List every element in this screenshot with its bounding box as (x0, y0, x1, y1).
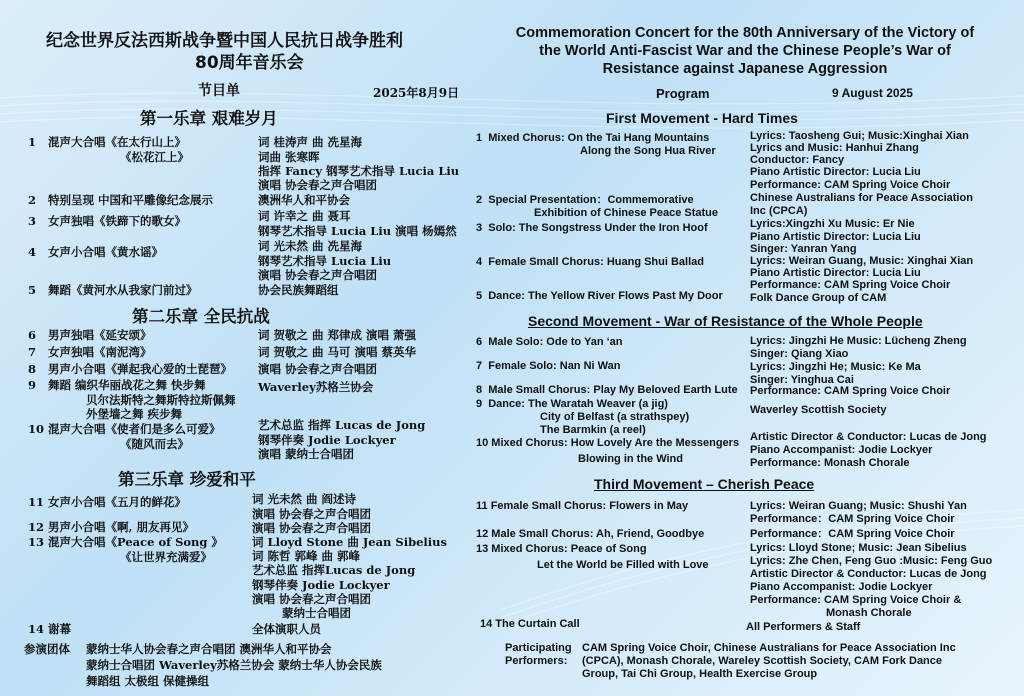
en-credit: Performance: CAM Spring Voice Choir & (750, 594, 962, 606)
en-credit: Conductor: Fancy (750, 154, 845, 166)
zh-item-8: 8 男声小合唱《弹起我心爱的土琵琶》 (28, 362, 233, 376)
en-movement-1: First Movement - Hard Times (606, 110, 798, 126)
zh-credit: 词 许幸之 曲 聂耳 (258, 209, 351, 223)
en-item-8: 8 Male Small Chorus: Play My Beloved Earth Lute (476, 384, 738, 396)
en-credit: Waverley Scottish Society (750, 404, 887, 416)
en-item-10b: Blowing in the Wind (578, 453, 683, 465)
en-date: 9 August 2025 (832, 86, 913, 100)
zh-credit: 指挥 Fancy 钢琴艺术指导 Lucia Liu (258, 164, 460, 178)
en-item-1: 1 Mixed Chorus: On the Tai Hang Mountains (476, 132, 710, 144)
en-credit: Lyrics and Music: Hanhui Zhang (750, 142, 919, 154)
zh-credit: 协会民族舞蹈组 (258, 283, 339, 297)
zh-credit: 词 陈哲 郭峰 曲 郭峰 (252, 549, 361, 563)
zh-credit: 蒙纳士合唱团 (282, 606, 351, 620)
zh-movement-3: 第三乐章 珍爱和平 (118, 470, 256, 489)
en-item-2: 2 Special Presentation：Commemorative (476, 194, 694, 206)
en-credit: Monash Chorale (826, 607, 912, 619)
en-credit: Lyrics: Weiran Guang; Music: Shushi Yan (750, 500, 967, 512)
en-item-11: 11 Female Small Chorus: Flowers in May (476, 500, 689, 512)
zh-participants-label: 参演团体 (24, 642, 70, 656)
zh-credit: 词 贺敬之 曲 郑律成 演唱 萧强 (258, 328, 417, 342)
zh-credit: 演唱 协会春之声合唱团 (252, 507, 372, 521)
en-credit: Artistic Director & Conductor: Lucas de Jong (750, 431, 987, 443)
zh-credit: 演唱 协会春之声合唱团 (252, 592, 372, 606)
zh-item-6: 6 男声独唱《延安颂》 (28, 328, 152, 342)
en-movement-3: Third Movement – Cherish Peace (594, 476, 815, 492)
en-participants-line-3: Group, Tai Chi Group, Health Exercise Group (582, 668, 818, 680)
en-program-label: Program (656, 86, 710, 101)
zh-item-9c: 外堡墙之舞 疾步舞 (86, 407, 183, 421)
zh-item-7: 7 女声独唱《南泥湾》 (28, 345, 152, 359)
en-credit: Folk Dance Group of CAM (750, 292, 887, 304)
en-credit: Performance：CAM Spring Voice Choir (750, 513, 955, 525)
en-participants-label-2: Performers: (505, 655, 568, 667)
zh-participants-line-3: 舞蹈组 太极组 保健操组 (86, 674, 210, 688)
en-credit: Lyrics:Xingzhi Xu Music: Er Nie (750, 218, 915, 230)
zh-item-14: 14 谢幕 (28, 622, 72, 636)
zh-item-13: 13 混声大合唱《Peace of Song 》 (28, 535, 223, 549)
zh-credit: Waverley苏格兰协会 (258, 380, 374, 394)
zh-credit: 演唱 协会春之声合唱团 (258, 178, 378, 192)
en-item-14: 14 The Curtain Call (480, 618, 580, 630)
zh-credit: 演唱 协会春之声合唱团 (252, 521, 372, 535)
zh-participants-line-1: 蒙纳士华人协会春之声合唱团 澳洲华人和平协会 (86, 642, 332, 656)
zh-credit: 词 光未然 曲 阎述诗 (252, 492, 357, 506)
en-credit: Lyrics: Weiran Guang, Music: Xinghai Xian (750, 255, 974, 267)
en-item-9c: The Barmkin (a reel) (540, 424, 646, 436)
en-credit: Performance: Monash Chorale (750, 457, 910, 469)
zh-credit: 钢琴艺术指导 Lucia Liu 演唱 杨嫣然 (258, 224, 457, 238)
zh-item-10: 10 混声大合唱《使者们是多么可爱》 (28, 422, 221, 436)
zh-credit: 澳洲华人和平协会 (258, 193, 350, 207)
zh-credit: 钢琴艺术指导 Lucia Liu (258, 254, 392, 268)
en-credit: Lyrics: Lloyd Stone; Music: Jean Sibelius (750, 542, 967, 554)
en-credit: Lyrics: Jingzhi He Music: Lücheng Zheng (750, 335, 967, 347)
en-credit: Lyrics: Zhe Chen, Feng Guo :Music: Feng Guo (750, 555, 993, 567)
zh-date: 2025年8月9日 (373, 86, 460, 100)
zh-movement-1: 第一乐章 艰难岁月 (140, 109, 278, 128)
zh-credit: 词 Lloyd Stone 曲 Jean Sibelius (252, 535, 448, 549)
en-item-9b: City of Belfast (a strathspey) (540, 411, 690, 423)
zh-credit: 钢琴伴奏 Jodie Lockyer (252, 578, 390, 592)
zh-credit: 钢琴伴奏 Jodie Lockyer (258, 433, 396, 447)
en-title: Commemoration Concert for the 80th Anniversary of the Victory of the World Anti-Fascist War and the Chinese People’s War of Resistance against Japanese Aggression (515, 25, 975, 77)
zh-item-9: 9 舞蹈 编织华丽战花之舞 快步舞 (28, 378, 206, 392)
zh-credit: 艺术总监 指挥Lucas de Jong (252, 563, 416, 577)
en-credit: Performance: CAM Spring Voice Choir (750, 179, 951, 191)
en-credit: Inc (CPCA) (750, 205, 808, 217)
en-credit: Lyrics: Jingzhi He; Music: Ke Ma (750, 361, 921, 373)
zh-item-11: 11 女声小合唱《五月的鲜花》 (28, 495, 187, 509)
en-credit: Piano Accompanist: Jodie Lockyer (750, 581, 933, 593)
zh-item-1: 1 混声大合唱《在太行山上》 (28, 135, 187, 149)
en-participants-line-1: CAM Spring Voice Choir, Chinese Australians for Peace Association Inc (582, 642, 956, 654)
zh-credit: 词 桂涛声 曲 冼星海 (258, 135, 363, 149)
en-item-12: 12 Male Small Chorus: Ah, Friend, Goodbye (476, 528, 705, 540)
en-movement-2: Second Movement - War of Resistance of the Whole People (528, 313, 923, 329)
en-item-1b: Along the Song Hua River (580, 145, 716, 157)
zh-movement-2: 第二乐章 全民抗战 (132, 307, 270, 326)
zh-item-1b: 《松花江上》 (120, 150, 189, 164)
zh-credit: 词 光未然 曲 冼星海 (258, 239, 363, 253)
en-credit: Singer: Yinghua Cai (750, 374, 854, 386)
en-credit: All Performers & Staff (746, 621, 861, 633)
zh-title-line-2: 80周年音乐会 (195, 53, 304, 73)
zh-credit: 词曲 张寒晖 (258, 150, 320, 164)
en-item-6: 6 Male Solo: Ode to Yan ‘an (476, 336, 623, 348)
en-item-10: 10 Mixed Chorus: How Lovely Are the Messengers (476, 437, 740, 449)
en-credit: Piano Artistic Director: Lucia Liu (750, 267, 921, 279)
en-credit: Singer: Yanran Yang (750, 243, 857, 255)
zh-item-9b: 贝尔法斯特之舞斯特拉斯佩舞 (86, 393, 236, 407)
zh-item-4: 4 女声小合唱《黄水谣》 (28, 245, 164, 259)
en-item-7: 7 Female Solo: Nan Ni Wan (476, 360, 621, 372)
en-item-4: 4 Female Small Chorus: Huang Shui Ballad (476, 256, 704, 268)
en-credit: Performance：CAM Spring Voice Choir (750, 528, 955, 540)
zh-item-13b: 《让世界充满爱》 (120, 550, 212, 564)
en-item-3: 3 Solo: The Songstress Under the Iron Hoof (476, 222, 708, 234)
en-credit: Singer: Qiang Xiao (750, 348, 849, 360)
en-credit: Piano Artistic Director: Lucia Liu (750, 166, 921, 178)
en-credit: Performance: CAM Spring Voice Choir (750, 279, 951, 291)
en-credit: Artistic Director & Conductor: Lucas de Jong (750, 568, 987, 580)
zh-credit: 演唱 协会春之声合唱团 (258, 362, 378, 376)
zh-title-line-1: 纪念世界反法西斯战争暨中国人民抗日战争胜利 (46, 31, 403, 51)
en-participants-line-2: (CPCA), Monash Chorale, Wareley Scottish Society, CAM Fork Dance (582, 655, 943, 667)
en-item-13b: Let the World be Filled with Love (537, 559, 709, 571)
zh-item-3: 3 女声独唱《铁蹄下的歌女》 (28, 214, 187, 228)
en-credit: Chinese Australians for Peace Association (750, 192, 973, 204)
zh-credit: 演唱 协会春之声合唱团 (258, 268, 378, 282)
zh-program-label: 节目单 (198, 83, 240, 99)
zh-item-10b: 《随风而去》 (120, 437, 189, 451)
zh-item-12: 12 男声小合唱《啊, 朋友再见》 (28, 520, 195, 534)
zh-credit: 词 贺敬之 曲 马可 演唱 蔡英华 (258, 345, 417, 359)
en-item-13: 13 Mixed Chorus: Peace of Song (476, 543, 647, 555)
en-item-2b: Exhibition of Chinese Peace Statue (534, 207, 718, 219)
zh-credit: 演唱 蒙纳士合唱团 (258, 447, 355, 461)
en-credit: Piano Artistic Director: Lucia Liu (750, 231, 921, 243)
zh-participants-line-2: 蒙纳士合唱团 Waverley苏格兰协会 蒙纳士华人协会民族 (86, 658, 382, 672)
zh-credit: 全体演职人员 (252, 622, 321, 636)
en-credit: Performance: CAM Spring Voice Choir (750, 385, 951, 397)
en-item-5: 5 Dance: The Yellow River Flows Past My Door (476, 290, 723, 302)
zh-item-5: 5 舞蹈《黄河水从我家门前过》 (28, 283, 198, 297)
zh-item-2: 2 特别呈现 中国和平雕像纪念展示 (28, 193, 214, 207)
en-item-9: 9 Dance: The Waratah Weaver (a jig) (476, 398, 668, 410)
zh-credit: 艺术总监 指挥 Lucas de Jong (258, 418, 426, 432)
en-credit: Lyrics: Taosheng Gui; Music:Xinghai Xian (750, 130, 969, 142)
en-participants-label-1: Participating (505, 642, 572, 654)
en-credit: Piano Accompanist: Jodie Lockyer (750, 444, 933, 456)
